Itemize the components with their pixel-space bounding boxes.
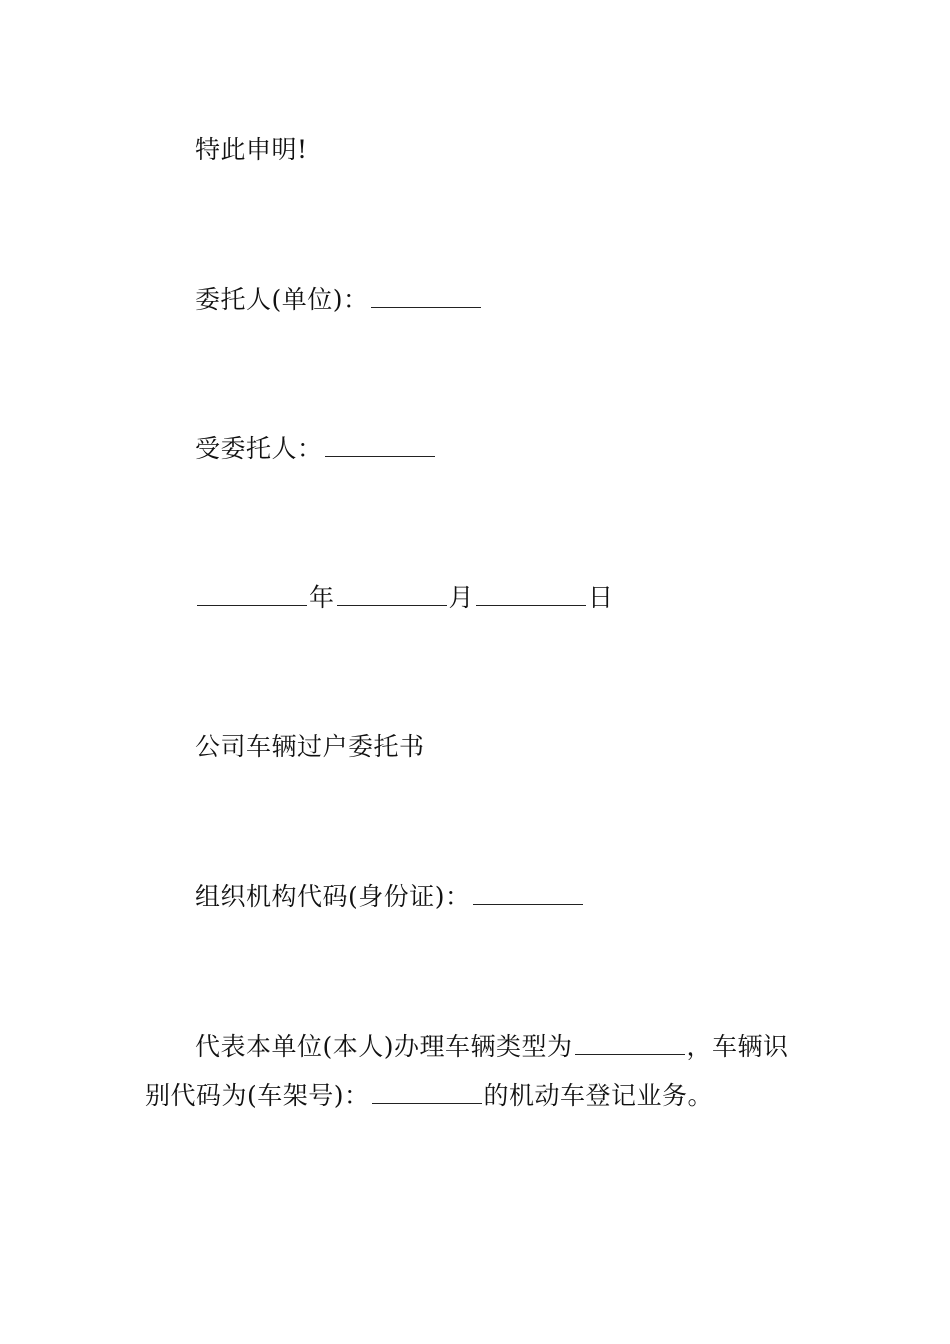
year-blank[interactable] [197,583,307,606]
agent-line [195,421,437,477]
body-line-1 [195,1019,789,1075]
month-label: 月 [448,583,475,612]
org-code-blank[interactable] [473,882,583,905]
body-line-1-text-b: ，车辆识 [686,1032,789,1061]
principal-blank[interactable] [371,285,481,308]
body-line-1-text-a: 代表本单位(本人)办理车辆类型为 [195,1032,573,1061]
month-blank[interactable] [337,583,447,606]
vin-blank[interactable] [372,1081,482,1104]
day-label: 日 [588,583,614,612]
principal-label: 委托人(单位)： [195,285,369,314]
body-line-2-text-a: 别代码为(车架号)： [145,1081,370,1110]
org-code-line [195,869,585,925]
day-blank[interactable] [476,583,586,606]
principal-line [195,272,483,328]
org-code-label: 组织机构代码(身份证)： [195,882,471,911]
document-title: 公司车辆过户委托书 [195,732,425,761]
agent-label: 受委托人： [195,434,323,463]
statement-text: 特此申明! [195,135,308,164]
agent-blank[interactable] [325,434,435,457]
body-line-2 [145,1068,713,1124]
year-label: 年 [309,583,335,612]
date-line [195,570,614,626]
body-line-2-text-b: 的机动车登记业务。 [483,1081,714,1110]
vehicle-type-blank[interactable] [575,1032,685,1055]
